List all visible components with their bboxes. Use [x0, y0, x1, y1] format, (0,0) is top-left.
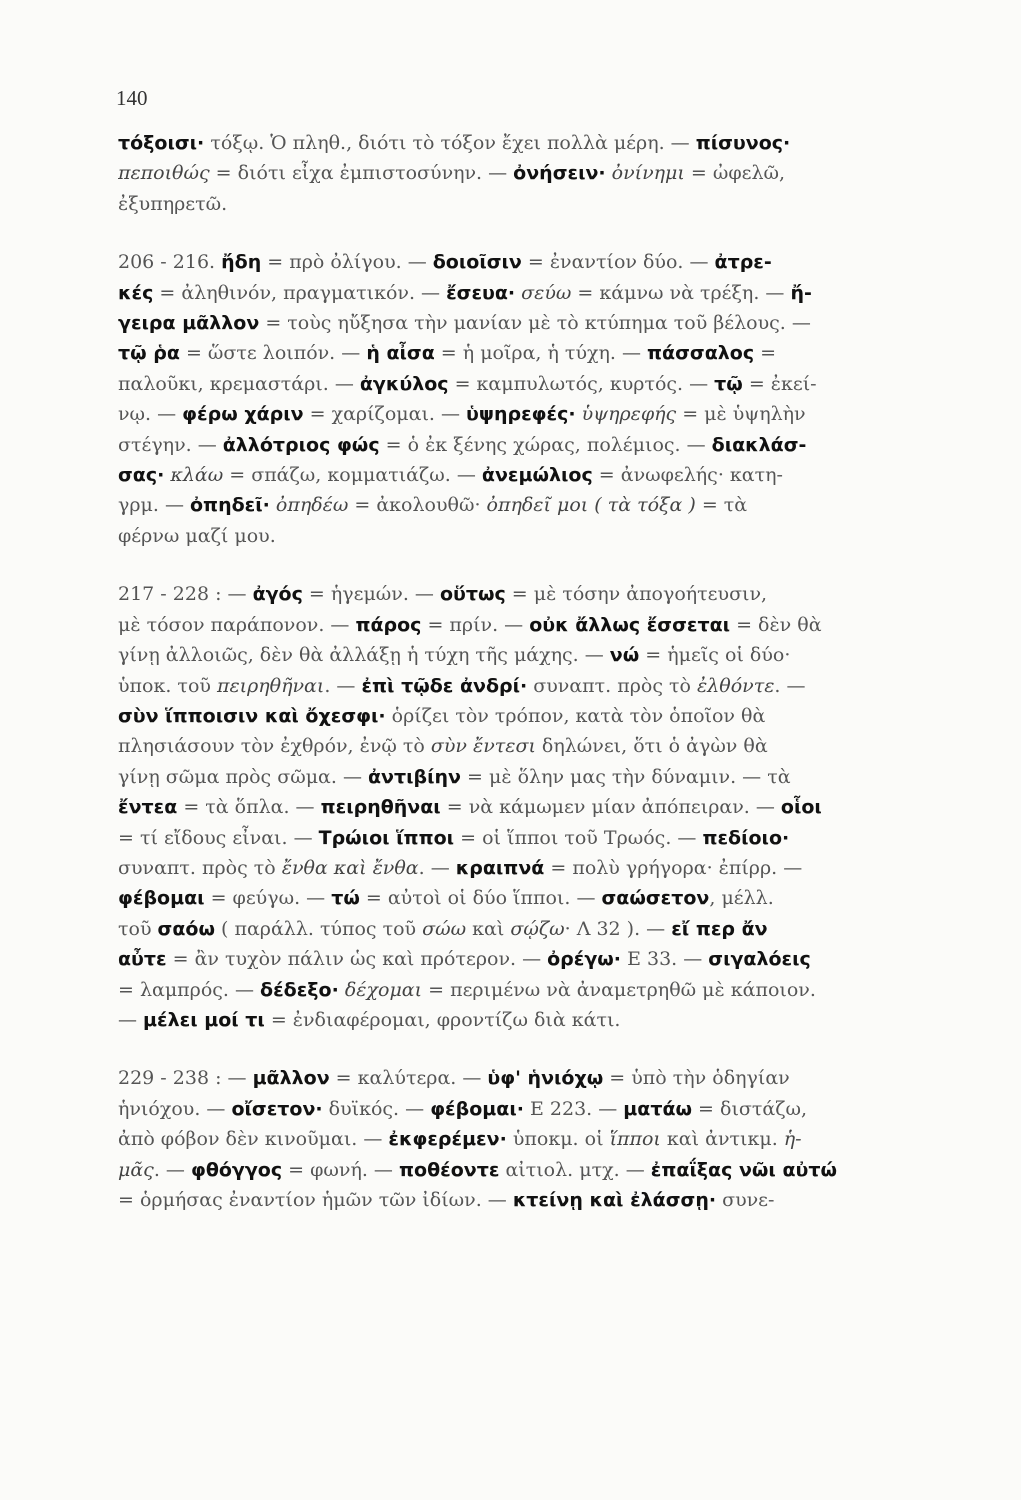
gloss-text: στέγην. —	[118, 433, 223, 456]
lemma-term: κτείνῃ καὶ ἐλάσσῃ·	[512, 1189, 717, 1211]
lemma-term: ἀγός	[252, 583, 303, 606]
commentary-paragraph	[118, 128, 938, 219]
gloss-text: πλησιάσουν τὸν ἐχθρόν, ἐνῷ τὸ	[118, 735, 431, 758]
gloss-text: γίνῃ ἀλλοιῶς, δὲν θὰ ἀλλάξῃ ἡ τύχη τῆς μάχης. —	[118, 644, 610, 667]
gloss-text: = πρίν. —	[421, 613, 530, 636]
text-line	[118, 490, 938, 520]
gloss-text: φέρνω μαζί μου.	[118, 524, 276, 547]
text-line	[118, 671, 938, 701]
gloss-text: ἀπὸ φόβον δὲν κινοῦμαι. —	[118, 1128, 389, 1151]
lemma-term: τώ	[331, 887, 360, 910]
gloss-text: = ὑπὸ τὴν ὁδηγίαν	[603, 1067, 790, 1090]
italic-form: ὀπηδεῖ μοι ( τὰ τόξα )	[486, 494, 696, 517]
lemma-term: ὑφ' ἡνιόχῳ	[487, 1067, 604, 1090]
gloss-text: = καλύτερα. —	[329, 1067, 488, 1090]
lemma-term: κραιπνά	[455, 856, 545, 879]
gloss-text: ἐξυπηρετῶ.	[118, 192, 228, 215]
gloss-text: = ἡγεμών. —	[302, 583, 440, 606]
gloss-text: = ἐνδιαφέρομαι, φροντίζω διὰ κάτι.	[264, 1008, 621, 1031]
text-line	[118, 247, 938, 277]
lemma-term: ὀνήσειν·	[513, 162, 606, 185]
text-line	[118, 579, 938, 609]
text-line	[118, 308, 938, 338]
text-line	[118, 914, 938, 944]
lemma-term: πεδίοιο·	[702, 826, 790, 849]
lemma-term: ἔντεα	[118, 796, 178, 819]
gloss-text: = τί εἴδους εἶναι. —	[118, 826, 319, 849]
italic-form: σώω	[422, 917, 467, 940]
gloss-text: = διστάζω,	[692, 1097, 808, 1120]
italic-form: ὀπηδέω	[269, 494, 349, 517]
lemma-term: εἴ περ ἄν	[671, 917, 768, 940]
lemma-term: ἀνεμώλιος	[481, 464, 593, 487]
text-line	[118, 460, 938, 490]
lemma-term: ἤδη	[221, 251, 262, 274]
lemma-term: Τρώιοι ἵπποι	[318, 826, 455, 849]
lemma-term: κές	[118, 281, 154, 304]
gloss-text: = αὐτοὶ οἱ δύο ἵπποι. —	[359, 887, 602, 910]
italic-form: ὀνίνημι	[605, 162, 685, 185]
lemma-term: ἔσευα·	[446, 281, 516, 304]
lemma-term: οἷοι	[780, 796, 822, 819]
gloss-text: = ἀληθινόν, πραγματικόν. —	[153, 281, 447, 304]
lemma-term: σὺν ἵπποισιν καὶ ὄχεσφι·	[118, 704, 386, 727]
gloss-text: ὁρίζει τὸν τρόπον, κατὰ τὸν ὁποῖον θὰ	[385, 704, 766, 727]
italic-form: ἵπποι	[609, 1128, 661, 1151]
gloss-text: = περιμένω νὰ ἀναμετρηθῶ μὲ κάποιον.	[422, 978, 816, 1001]
gloss-text: = οἱ ἵπποι τοῦ Τρωός. —	[454, 826, 703, 849]
gloss-text: , μέλλ.	[709, 887, 774, 910]
lemma-term: ὑψηρεφές·	[466, 403, 576, 426]
italic-form: ὑψηρεφής	[575, 403, 677, 426]
lemma-term: ἐπαΐξας νῶι αὐτώ	[650, 1158, 837, 1181]
lemma-term: ἤ-	[790, 281, 812, 304]
text-line	[118, 1155, 938, 1185]
gloss-text: νῳ. —	[118, 403, 183, 426]
lemma-term: σαώσετον	[601, 887, 710, 910]
lemma-term: ὀπηδεῖ·	[190, 494, 270, 517]
lemma-term: σαόω	[157, 917, 215, 940]
lemma-term: ἀλλότριος φώς	[222, 433, 380, 456]
gloss-text: ἡνιόχου. —	[118, 1097, 232, 1120]
text-line	[118, 701, 938, 731]
lemma-term: οὐκ ἄλλως ἔσσεται	[529, 613, 731, 636]
lemma-term: αὖτε	[118, 948, 167, 971]
lemma-term: ἐπὶ τῷδε ἀνδρί·	[361, 674, 528, 697]
lemma-term: σιγαλόεις	[708, 948, 811, 971]
gloss-text: = καμπυλωτός, κυρτός. —	[448, 372, 715, 395]
gloss-text: = λαμπρός. —	[118, 978, 261, 1001]
text-line	[118, 1185, 938, 1215]
gloss-text: = ἡμεῖς οἱ δύο·	[639, 644, 791, 667]
gloss-text: = ἀνωφελής· κατη-	[592, 464, 783, 487]
gloss-text: καὶ ἀντικμ.	[660, 1128, 784, 1151]
lemma-term: φέρω χάριν	[182, 403, 304, 426]
text-line	[118, 521, 938, 551]
gloss-text: δηλώνει, ὅτι ὁ ἀγὼν θὰ	[535, 735, 768, 758]
lemma-term: γειρα μᾶλλον	[118, 312, 260, 335]
italic-form: δέχομαι	[338, 978, 423, 1001]
lemma-term: διακλάσ-	[711, 433, 807, 456]
gloss-text: Ε 33. —	[621, 948, 709, 971]
text-line	[118, 610, 938, 640]
text-line	[118, 731, 938, 761]
gloss-text: = ὠφελῶ,	[684, 162, 786, 185]
gloss-text: παλοῦκι, κρεμαστάρι. —	[118, 372, 360, 395]
gloss-text: = μὲ τόσην ἀπογοήτευσιν,	[505, 583, 768, 606]
lemma-term: ἐκφερέμεν·	[388, 1128, 507, 1151]
lemma-term: πάρος	[355, 613, 422, 636]
italic-form: σεύω	[515, 281, 572, 304]
gloss-text: συναπτ. πρὸς τὸ	[118, 856, 282, 879]
gloss-text: . —	[418, 856, 456, 879]
italic-form: σῴζω	[510, 917, 565, 940]
lemma-term: δοιοῖσιν	[432, 251, 522, 274]
gloss-text: = μὲ ὅλην μας τὴν δύναμιν. — τὰ	[461, 765, 791, 788]
lemma-term: οὕτως	[439, 583, 506, 606]
lemma-term: πίσυνος·	[695, 132, 791, 154]
italic-form: πεποιθώς	[118, 162, 210, 185]
gloss-text: Ε 223. —	[523, 1097, 624, 1120]
gloss-text: 217 - 228 : —	[118, 583, 253, 606]
text-line	[118, 792, 938, 822]
gloss-text: = ὁ ἐκ ξένης χώρας, πολέμιος. —	[379, 433, 712, 456]
gloss-text: ( παράλλ. τύπος τοῦ	[214, 917, 423, 940]
lemma-term: φθόγγος	[190, 1158, 283, 1181]
commentary-paragraph	[118, 579, 938, 1035]
italic-form: κλάω	[164, 464, 224, 487]
lemma-term: δέδεξο·	[260, 978, 339, 1001]
gloss-text: . —	[324, 674, 362, 697]
gloss-text: = τὰ	[695, 494, 748, 517]
text-line	[118, 823, 938, 853]
text-line	[118, 369, 938, 399]
gloss-text: = κάμνω νὰ τρέξη. —	[571, 281, 791, 304]
gloss-text: 229 - 238 : —	[118, 1067, 253, 1090]
gloss-text: αἰτιολ. μτχ. —	[499, 1158, 651, 1181]
lemma-term: νώ	[609, 644, 640, 667]
gloss-text: ὑποκ. τοῦ	[118, 674, 217, 697]
gloss-text: =	[754, 342, 777, 365]
italic-form: ἡ-	[783, 1128, 802, 1151]
text-line	[118, 338, 938, 368]
lemma-term: μέλει μοί τι	[143, 1008, 265, 1031]
commentary-text	[118, 128, 938, 1215]
lemma-term: ποθέοντε	[398, 1158, 500, 1181]
gloss-text: = πρὸ ὀλίγου. —	[261, 251, 433, 274]
text-line	[118, 158, 938, 188]
italic-form: ἐλθόντε	[697, 674, 775, 697]
gloss-text: = ἂν τυχὸν πάλιν ὡς καὶ πρότερον. —	[166, 948, 548, 971]
lemma-term: ἀτρε-	[714, 251, 772, 274]
gloss-text: γρμ. —	[118, 494, 190, 517]
gloss-text: = ἐναντίον δύο. —	[521, 251, 715, 274]
lemma-term: τόξοισι·	[118, 132, 205, 154]
lemma-term: μᾶλλον	[252, 1067, 330, 1090]
lemma-term: τῷ	[714, 372, 743, 395]
text-line	[118, 883, 938, 913]
gloss-text: δυϊκός. —	[322, 1097, 431, 1120]
text-line	[118, 762, 938, 792]
gloss-text: = ὁρμήσας ἐναντίον ἡμῶν τῶν ἰδίων. —	[118, 1189, 513, 1211]
text-line	[118, 278, 938, 308]
gloss-text: = δὲν θὰ	[730, 613, 822, 636]
lemma-term: ἀντιβίην	[368, 765, 461, 788]
gloss-text: = σπάζω, κομματιάζω. —	[223, 464, 482, 487]
gloss-text: τοῦ	[118, 917, 158, 940]
italic-form: ἔνθα καὶ ἔνθα	[281, 856, 419, 879]
gloss-text: γίνῃ σῶμα πρὸς σῶμα. —	[118, 765, 368, 788]
gloss-text: = νὰ κάμωμεν μίαν ἀπόπειραν. —	[440, 796, 781, 819]
gloss-text: = ἐκεί-	[742, 372, 817, 395]
gloss-text: συνε-	[716, 1189, 775, 1211]
lemma-term: σας·	[118, 464, 165, 487]
gloss-text: —	[118, 1008, 144, 1031]
gloss-text: 206 - 216.	[118, 251, 222, 274]
gloss-text: . —	[153, 1158, 191, 1181]
text-line	[118, 189, 938, 219]
gloss-text: τόξῳ. Ὁ πληθ., διότι τὸ τόξον ἔχει πολλὰ μέρη. —	[204, 132, 696, 154]
text-line	[118, 399, 938, 429]
gloss-text: = ὥστε λοιπόν. —	[179, 342, 367, 365]
lemma-term: ἡ αἶσα	[366, 342, 435, 365]
commentary-paragraph	[118, 1063, 938, 1215]
gloss-text: = ἀκολουθῶ·	[348, 494, 487, 517]
gloss-text: · Λ 32 ). —	[564, 917, 672, 940]
gloss-text: μὲ τόσον παράπονον. —	[118, 613, 356, 636]
lemma-term: φέβομαι	[118, 887, 205, 910]
text-line	[118, 853, 938, 883]
text-line	[118, 430, 938, 460]
lemma-term: ματάω	[623, 1097, 693, 1120]
gloss-text: = μὲ ὑψηλὴν	[676, 403, 806, 426]
commentary-paragraph	[118, 247, 938, 551]
gloss-text: = φεύγω. —	[204, 887, 332, 910]
text-line	[118, 1124, 938, 1154]
italic-form: σὺν ἔντεσι	[430, 735, 536, 758]
text-line	[118, 975, 938, 1005]
gloss-text: = χαρίζομαι. —	[303, 403, 467, 426]
gloss-text: = φωνή. —	[282, 1158, 399, 1181]
text-line	[118, 944, 938, 974]
text-line	[118, 128, 938, 158]
text-line	[118, 1005, 938, 1035]
text-line	[118, 640, 938, 670]
lemma-term: τῷ ῥα	[118, 342, 180, 365]
lemma-term: πάσσαλος	[647, 342, 755, 365]
italic-form: μᾶς	[118, 1158, 154, 1181]
text-line	[118, 1094, 938, 1124]
lemma-term: φέβομαι·	[430, 1097, 524, 1120]
lemma-term: ὀρέγω·	[547, 948, 622, 971]
lemma-term: οἴσετον·	[231, 1097, 323, 1120]
lemma-term: πειρηθῆναι	[320, 796, 441, 819]
gloss-text: καὶ	[466, 917, 511, 940]
gloss-text: = διότι εἶχα ἐμπιστοσύνην. —	[209, 162, 514, 185]
gloss-text: = τὰ ὅπλα. —	[177, 796, 321, 819]
gloss-text: = ἡ μοῖρα, ἡ τύχη. —	[434, 342, 648, 365]
gloss-text: = τοὺς ηὔξησα τὴν μανίαν μὲ τὸ κτύπημα τοῦ βέλους. —	[259, 312, 811, 335]
page-number: 140	[116, 86, 148, 110]
gloss-text: συναπτ. πρὸς τὸ	[527, 674, 698, 697]
gloss-text: ὑποκμ. οἱ	[506, 1128, 610, 1151]
gloss-text: = πολὺ γρήγορα· ἐπίρρ. —	[544, 856, 803, 879]
text-line	[118, 1063, 938, 1093]
lemma-term: ἀγκύλος	[359, 372, 449, 395]
gloss-text: . —	[774, 674, 806, 697]
italic-form: πειρηθῆναι	[216, 674, 325, 697]
